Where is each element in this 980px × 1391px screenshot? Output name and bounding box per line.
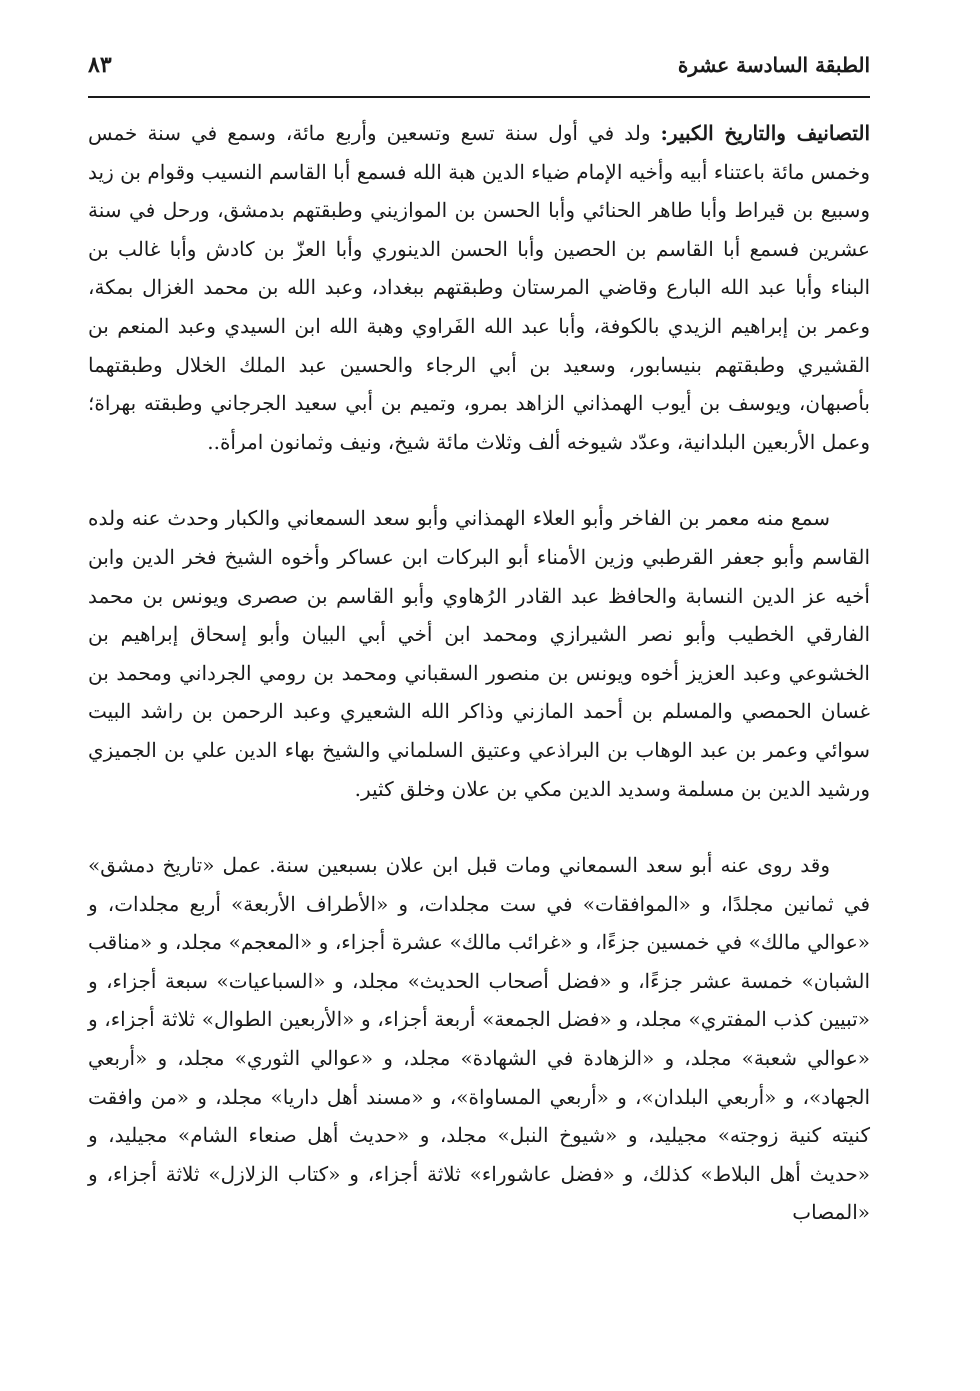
paragraph-1-text: ولد في أول سنة تسع وتسعين وأربع مائة، وسمع في سنة خمس وخمس مائة باعتناء أبيه وأخيه الإمام ضياء الدين هبة الله فسمع أبا القاسم النسيب وقوام بن زيد وسبيع بن قيراط وأبا طاهر الحنائي وأبا الحسن بن الموازيني وطبقتهم بدمشق، ورحل في سنة عشرين فسمع أبا القاسم بن الحصين وأبا الحسن الدينوري وأبا العزّ بن كادش وأبا غالب بن البناء وأبا عبد الله البارع وقاضي المرستان وطبقتهم ببغداد، وعبد الله بن محمد الغزال بمكة، وعمر بن إبراهيم الزيدي بالكوفة، وأبا عبد الله الفَراوي وهبة الله ابن السيدي وعبد المنعم بن القشيري وطبقتهم بنيسابور، وسعيد بن أبي الرجاء والحسين عبد الملك الخلال وطبقتهما بأصبهان، ويوسف بن أيوب الهمذاني الزاهد بمرو، وتميم بن أبي سعيد الجرجاني وطبقته بهراة؛ وعمل الأربعين البلدانية، وعدّد شيوخه ألف وثلاث مائة شيخ، ونيف وثمانون امرأة.. [88,121,870,454]
chapter-title: الطبقة السادسة عشرة [677,53,870,77]
paragraph-3 [88,846,870,1232]
paragraph-1 [88,114,870,461]
paragraph-2-text: سمع منه معمر بن الفاخر وأبو العلاء الهمذاني وأبو سعد السمعاني والكبار وحدث عنه ولده القاسم وأبو جعفر القرطبي وزين الأمناء أبو البركات ابن عساكر وأخوه الشيخ فخر الدين وابن أخيه عز الدين النسابة والحافظ عبد القادر الرُهاوي وأبو القاسم بن صصرى ويونس بن محمد الفارقي الخطيب وأبو نصر الشيرازي ومحمد ابن أخي أبي البيان وأبو إسحاق إبراهيم بن الخشوعي وعبد العزيز أخوه ويونس بن منصور السقباني ومحمد بن رومي الجرداني ومحمد بن غسان الحمصي والمسلم بن أحمد المازني وذاكر الله الشعيري وعبد الرحمن بن راشد البيت سوائي وعمر بن عبد الوهاب بن البراذعي وعتيق السلماني والشيخ بهاء الدين علي بن الجميزي ورشيد الدين بن مسلمة وسديد الدين مكي بن علان وخلق كثير. [88,506,870,801]
header-rule [88,96,870,98]
book-page [88,52,870,1232]
section-heading: التصانيف والتاريخ الكبير: [660,121,870,145]
paragraph-3-text: وقد روى عنه أبو سعد السمعاني ومات قبل ابن علان بسبعين سنة. عمل «تاريخ دمشق» في ثمانين مجلدًا، و «الموافقات» في ست مجلدات، و «الأطراف الأربعة» أربع مجلدات، و «عوالي مالك» في خمسين جزءًا، و «غرائب مالك» عشرة أجزاء، و «المعجم» مجلد، و «مناقب الشبان» خمسة عشر جزءًا، و «فضل أصحاب الحديث» مجلد، و «السباعيات» سبعة أجزاء، و «تبيين كذب المفتري» مجلد، و «فضل الجمعة» أربعة أجزاء، و «الأربعين الطوال» ثلاثة أجزاء، و «عوالي شعبة» مجلد، و «الزهادة في الشهادة» مجلد، و «عوالي الثوري» مجلد، و «أربعي الجهاد»، و «أربعي البلدان»، و «أربعي المساواة»، و «مسند أهل داريا» مجلد، و «من وافقت كنيته كنية زوجته» مجيليد، و «شيوخ النبل» مجلد، و «حديث أهل صنعاء الشام» مجيليد، و «حديث أهل البلاط» كذلك، و «فضل عاشوراء» ثلاثة أجزاء، و «كتاب الزلازل» ثلاثة أجزاء، و «المصاب [88,853,870,1225]
paragraph-2 [88,499,870,808]
body-text [88,114,870,1232]
page-number: ٨٣ [88,52,112,78]
running-header [88,52,870,92]
